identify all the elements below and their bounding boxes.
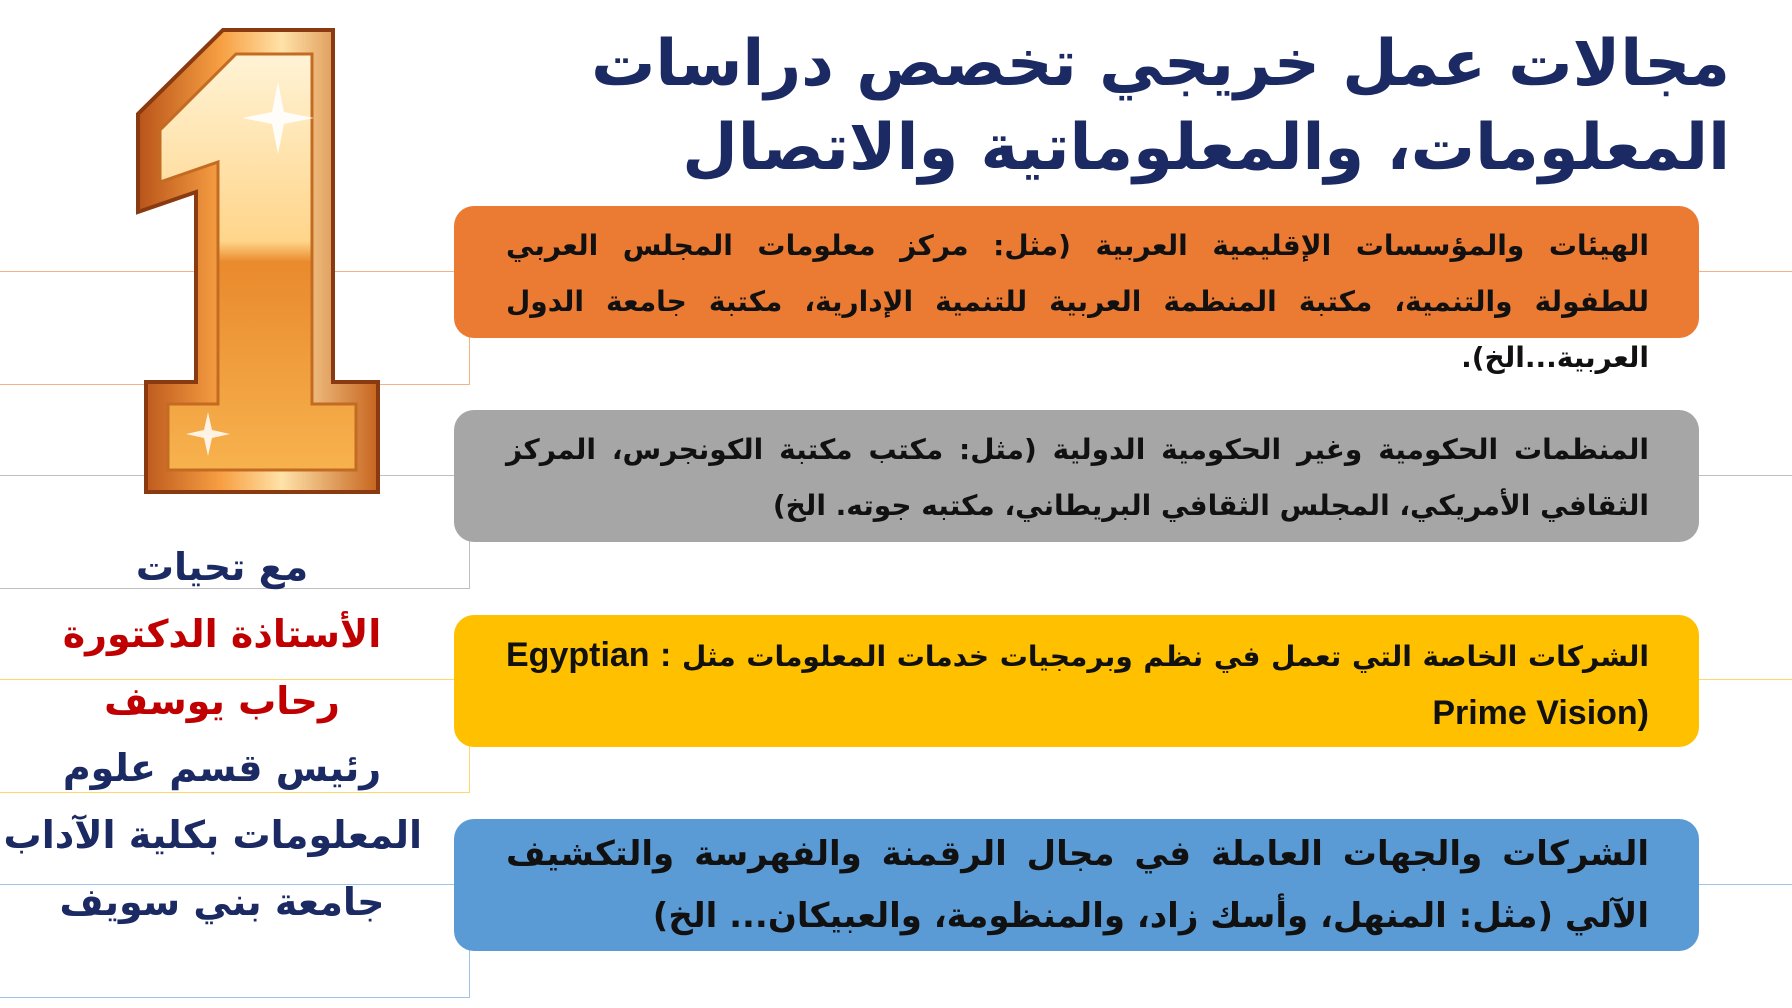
credit-title: الأستاذة الدكتورة [62,612,382,656]
credit-block [3,534,422,936]
info-box-private-companies [454,615,1699,747]
title-line-1: مجالات عمل خريجي تخصص دراسات [591,27,1730,101]
info-box-text: المنظمات الحكومية وغير الحكومية الدولية (مثل: مكتب مكتبة الكونجرس، المركز الثقافي الأمريكي، المجلس الثقافي البريطاني، مكتبه جوته. الخ) [506,433,1649,522]
credit-name: رحاب يوسف [104,679,340,723]
credit-position: رئيس قسم علوم [62,746,382,790]
info-box-text: الهيئات والمؤسسات الإقليمية العربية (مثل: مركز معلومات المجلس العربي للطفولة والتنمية، مكتبة المنظمة العربية للتنمية الإدارية، مكتبة جامعة الدول العربية...الخ). [506,229,1649,374]
info-box-text: الشركات والجهات العاملة في مجال الرقمنة والفهرسة والتكشيف الآلي (مثل: المنهل، وأسك زاد، والمنظومة، والعبيكان... الخ) [506,834,1649,936]
info-box-digitization-companies [454,819,1699,951]
info-box-regional-orgs [454,206,1699,374]
title-line-2: المعلومات، والمعلوماتية والاتصال [682,111,1730,185]
gold-number-one-icon [128,22,398,502]
info-box-text: الشركات الخاصة التي تعمل في نظم وبرمجيات خدمات المعلومات مثل [681,640,1649,673]
page-title [470,22,1730,190]
info-box-english-text: Egyptian : Prime Vision) [506,636,1649,732]
credit-university: جامعة بني سويف [59,880,385,924]
credit-greeting: مع تحيات [135,545,309,589]
info-box-international-orgs [454,410,1699,542]
credit-department: المعلومات بكلية الآداب [3,813,422,857]
